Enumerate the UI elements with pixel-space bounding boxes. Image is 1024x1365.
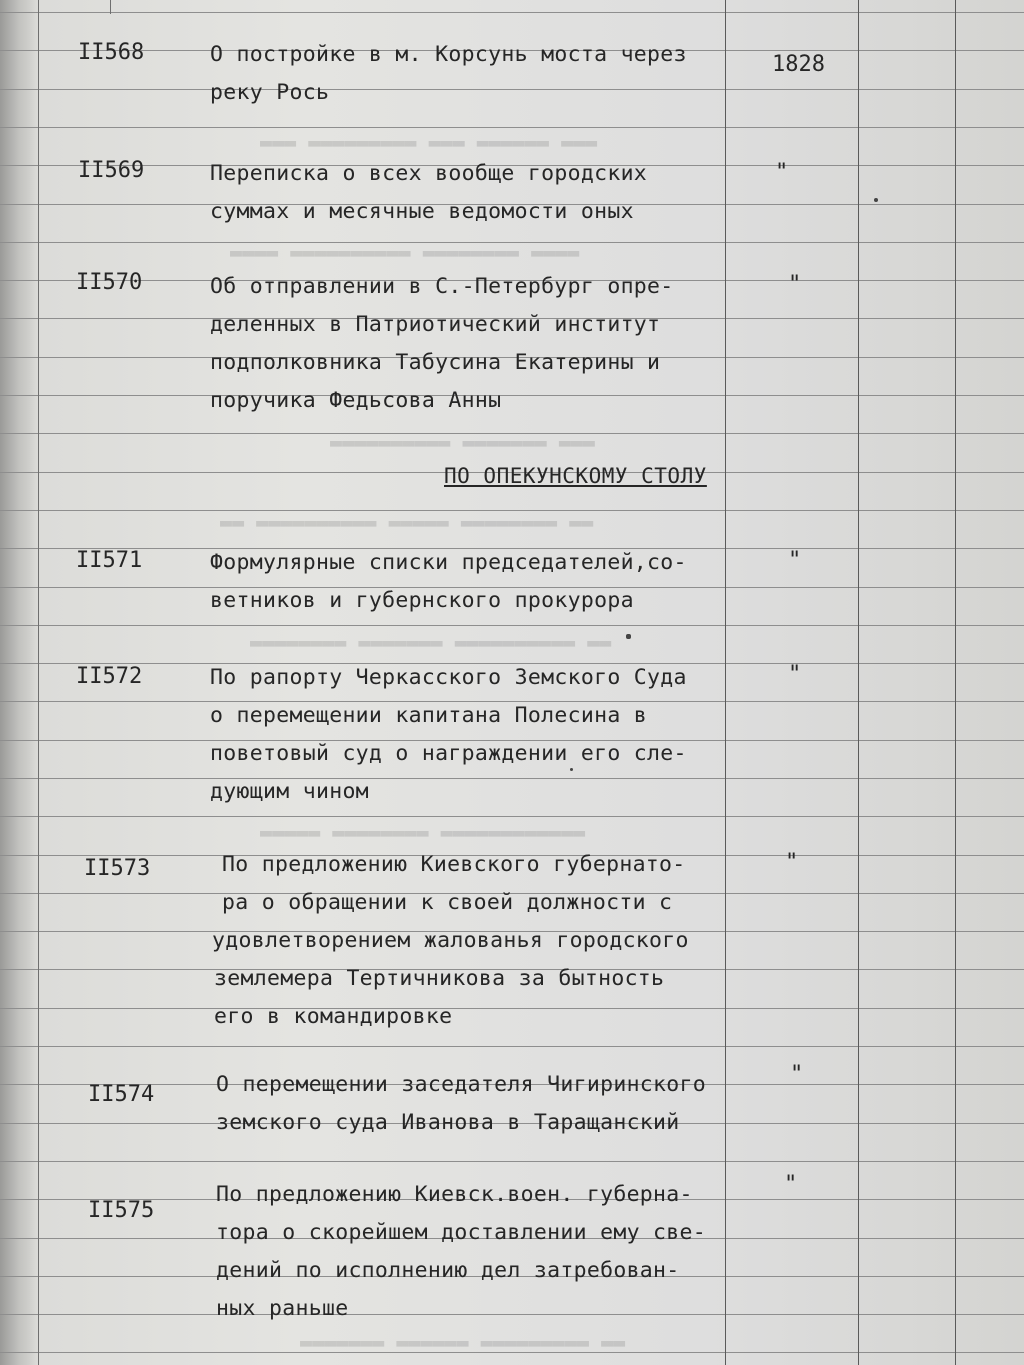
entry-text-line: поручика Федьсова Анны xyxy=(210,388,502,413)
entry-number: II575 xyxy=(88,1198,155,1223)
entry-text-line: По предложению Киевского губернато- xyxy=(222,852,686,877)
bleed-through: ▬▬▬▬ ▬▬▬▬▬▬▬▬ ▬▬▬▬▬▬▬▬▬▬ ▬▬▬▬ xyxy=(230,240,580,264)
ink-speck xyxy=(570,768,573,771)
entry-number: II571 xyxy=(76,548,143,573)
entry-text-line: Об отправлении в С.-Петербург опре- xyxy=(210,274,674,299)
ledger-rule xyxy=(0,816,1024,817)
ledger-rule xyxy=(0,89,1024,90)
entry-text-line: По рапорту Черкасского Земского Суда xyxy=(210,665,687,690)
entry-text-line: его в командировке xyxy=(214,1004,453,1029)
entry-year: 1828 xyxy=(772,52,825,77)
entry-text-line: деленных в Патриотический институт xyxy=(210,312,661,337)
entry-text-line: ных раньше xyxy=(216,1296,349,1321)
entry-text-line: Формулярные списки председателей,со- xyxy=(210,550,687,575)
bleed-through: ▬▬ ▬▬▬▬▬▬▬▬▬ ▬▬▬▬▬▬ ▬▬▬▬▬▬▬ xyxy=(300,1330,626,1354)
entry-year-ditto: " xyxy=(788,272,802,297)
entry-number: II569 xyxy=(78,158,145,183)
entry-year-ditto: " xyxy=(788,548,802,573)
margin-line xyxy=(38,0,39,1365)
entry-text-line: ра о обращении к своей должности с xyxy=(222,890,673,915)
entry-text-line: реку Рось xyxy=(210,80,330,105)
entry-text-line: Переписка о всех вообще городских xyxy=(210,161,648,186)
ledger-rule xyxy=(0,395,1024,396)
entry-text-line: По предложению Киевск.воен. губерна- xyxy=(216,1182,693,1207)
entry-text-line: земского суда Иванова в Таращанский xyxy=(216,1110,680,1135)
entry-text-line: о перемещении капитана Полесина в xyxy=(210,703,648,728)
entry-text-line: тора о скорейшем доставлении ему све- xyxy=(216,1220,707,1245)
ledger-rule xyxy=(0,12,1024,13)
column-divider-year xyxy=(725,0,726,1365)
bleed-through: ▬▬▬ ▬▬▬▬▬▬▬ ▬▬▬▬▬▬▬▬▬▬ xyxy=(330,430,595,454)
entry-text-line: О постройке в м. Корсунь моста через xyxy=(210,42,687,67)
section-heading: ПО ОПЕКУНСКОМУ СТОЛУ xyxy=(444,464,707,488)
bleed-through: ▬▬▬ ▬▬▬▬▬▬ ▬▬▬ ▬▬▬▬▬▬▬▬▬ ▬▬▬ xyxy=(260,130,598,154)
entry-year-ditto: " xyxy=(788,662,802,687)
ledger-rule xyxy=(0,1046,1024,1047)
bleed-through: ▬▬▬▬▬▬▬▬▬▬▬▬ ▬▬▬▬▬▬▬▬ ▬▬▬▬▬ xyxy=(260,820,586,844)
ledger-rule xyxy=(0,127,1024,128)
bleed-through: ▬▬ ▬▬▬▬▬▬▬▬ ▬▬▬▬▬ ▬▬▬▬▬▬▬▬▬▬ ▬▬ xyxy=(220,510,594,534)
ledger-rule xyxy=(0,1314,1024,1315)
ledger-rule xyxy=(0,625,1024,626)
column-divider-notes xyxy=(858,0,859,1365)
entry-text-line: дующим чином xyxy=(210,779,369,804)
entry-text-line: поветовый суд о награждении его сле- xyxy=(210,741,687,766)
entry-year-ditto: " xyxy=(785,850,799,875)
entry-number: II568 xyxy=(78,40,145,65)
entry-number: II570 xyxy=(76,270,143,295)
entry-text-line: удовлетворением жалованья городского xyxy=(212,928,689,953)
ink-speck xyxy=(874,198,878,202)
ink-speck xyxy=(626,634,631,639)
ledger-rule xyxy=(0,778,1024,779)
entry-number: II574 xyxy=(88,1082,155,1107)
bleed-through: ▬▬ ▬▬▬▬▬▬▬▬▬▬ ▬▬▬▬▬▬▬ ▬▬▬▬▬▬▬▬ xyxy=(250,630,612,654)
entry-text-line: суммах и месячные ведомости оных xyxy=(210,199,634,224)
entry-year-ditto: " xyxy=(775,160,789,185)
entry-number: II573 xyxy=(84,856,151,881)
column-divider-right xyxy=(955,0,956,1365)
ledger-rule xyxy=(0,1161,1024,1162)
entry-number: II572 xyxy=(76,664,143,689)
top-tick-line xyxy=(110,0,111,14)
entry-year-ditto: " xyxy=(790,1062,804,1087)
entry-text-line: дений по исполнению дел затребован- xyxy=(216,1258,680,1283)
entry-text-line: землемера Тертичникова за бытность xyxy=(214,966,665,991)
ledger-rule xyxy=(0,1008,1024,1009)
entry-year-ditto: " xyxy=(784,1172,798,1197)
entry-text-line: ветников и губернского прокурора xyxy=(210,588,634,613)
entry-text-line: подполковника Табусина Екатерины и xyxy=(210,350,661,375)
entry-text-line: О перемещении заседателя Чигиринского xyxy=(216,1072,707,1097)
